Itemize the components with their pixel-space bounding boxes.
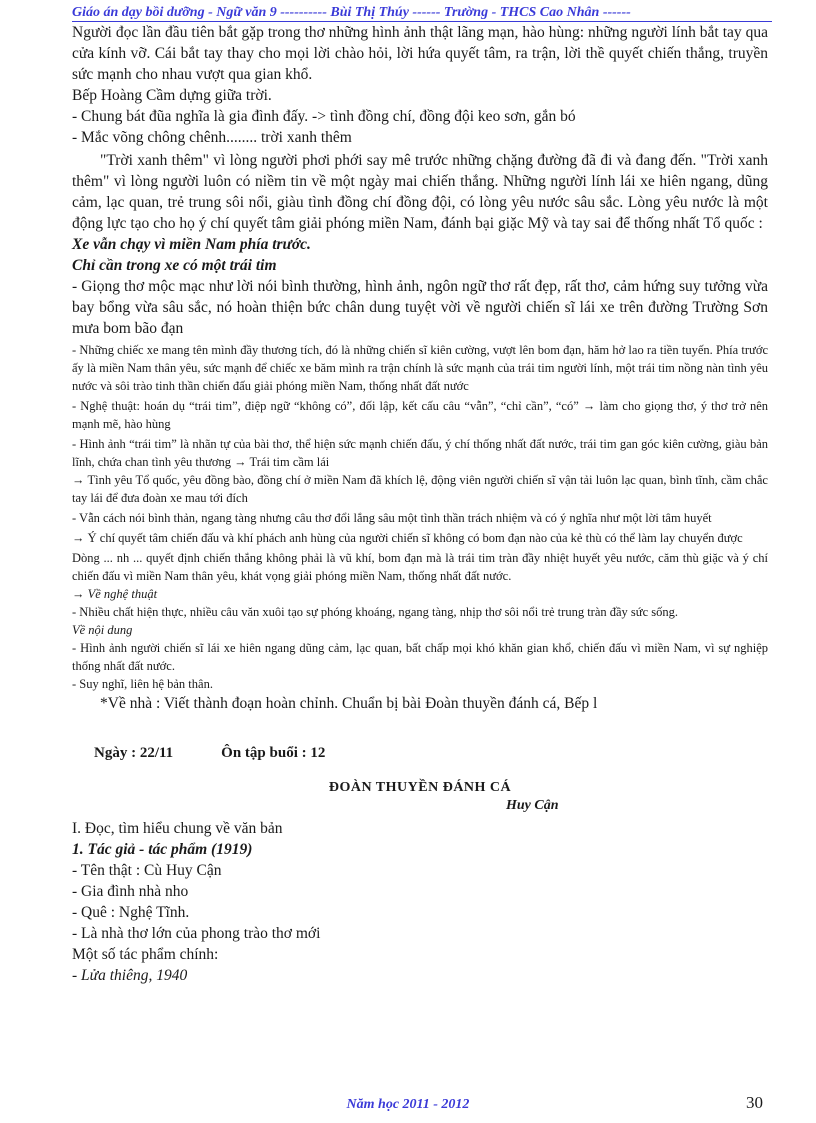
paragraph: - Hình ảnh “trái tim” là nhãn tự của bài thơ, thể hiện sức mạnh chiến đấu, ý chí thống nhất đất nước, trái tim gan góc kiên cường, giàu bản lĩnh, chứa chan tình yêu thương → Trái tim cầm lái: [72, 437, 768, 469]
paragraph: - Hình ảnh người chiến sĩ lái xe hiên ngang dũng cảm, lạc quan, bất chấp mọi khó khăn gian khổ, chiến đấu vì miền Nam, vì sự nghiệp thống nhất đất nước.: [72, 641, 768, 673]
list-item: - Tên thật : Cù Huy Cận: [72, 862, 222, 879]
paragraph: → Ý chí quyết tâm chiến đấu và khí phách anh hùng của người chiến sĩ không có bom đạn nào của kẻ thù có thể làm lay chuyển được: [72, 531, 743, 545]
paragraph: - Nhiều chất hiện thực, nhiều câu văn xuôi tạo sự phóng khoáng, ngang tàng, nhịp thơ sôi nổi trẻ trung tràn đầy sức sống.: [72, 605, 678, 619]
poem-author: Huy Cận: [506, 798, 559, 813]
paragraph: - Vẫn cách nói bình thản, ngang tàng nhưng câu thơ đổi lắng sâu một tình thần trách nhiệm và có ý nghĩa như một lời tâm huyết: [72, 511, 712, 525]
footer-school-year: Năm học 2011 - 2012: [346, 1097, 470, 1112]
poem-line: Xe vẫn chạy vì miền Nam phía trước.: [72, 236, 311, 253]
paragraph: "Trời xanh thêm" vì lòng người phơi phới say mê trước những chặng đường đã đi và đang đến. "Trời xanh thêm" vì lòng người luôn có niềm tin về một ngày mai chiến thắng. Những người lính lái xe hiên ngang, dũng cảm, lạc quan, trẻ trung sôi nổi, giàu tình đồng chí đồng đội, có lòng yêu nước sâu sắc. Lòng yêu nước là một động lực tạo cho họ ý chí quyết tâm giải phóng miền Nam, đánh bại giặc Mỹ và tay sai để thống nhất Tổ quốc :: [72, 152, 768, 232]
session-row: [72, 742, 768, 764]
homework-note: *Về nhà : Viết thành đoạn hoàn chỉnh. Chuẩn bị bài Đoàn thuyền đánh cá, Bếp l: [100, 695, 598, 712]
paragraph: - Những chiếc xe mang tên mình đầy thương tích, đó là những chiến sĩ kiên cường, vượt lên bom đạn, hăm hở lao ra tiền tuyến. Phía trước ấy là miền Nam thân yêu, sức mạnh để chiếc xe băm mình ra trận chính là sức mạnh của trái tim người lính, một trái tim nồng nàn tình yêu nước và sôi trào tinh thần chiến đấu giải phóng miền Nam, thống nhất đất nước: [72, 343, 768, 393]
section-label-art: → Về nghệ thuật: [72, 587, 158, 601]
list-item: - Lửa thiêng, 1940: [72, 967, 188, 984]
poem-line: Chỉ cần trong xe có một trái tim: [72, 257, 277, 274]
paragraph: Bếp Hoàng Cầm dựng giữa trời.: [72, 87, 272, 104]
paragraph: → Tình yêu Tổ quốc, yêu đồng bào, đồng chí ở miền Nam đã khích lệ, động viên người chiến sĩ vận tải luôn lạc quan, bình tĩnh, cầm chắc tay lái để đưa đoàn xe mau tới đích: [72, 473, 768, 505]
session-lesson: Ôn tập buổi : 12: [221, 745, 326, 761]
paragraph: - Giọng thơ mộc mạc như lời nói bình thường, hình ảnh, ngôn ngữ thơ rất đẹp, rất thơ, cảm hứng suy tưởng vừa bay bổng vừa sâu sắc, nó hoàn thiện bức chân dung tuyệt vời về người chiến sĩ lái xe trên đường Trường Sơn mưa bom bão đạn: [72, 278, 768, 337]
poem-title: ĐOÀN THUYỀN ĐÁNH CÁ: [328, 780, 512, 795]
page-number: 30: [746, 1093, 763, 1112]
session-date: Ngày : 22/11: [94, 745, 174, 761]
section-subheading: 1. Tác giả - tác phẩm (1919): [72, 841, 253, 858]
paragraph: Người đọc lần đầu tiên bắt gặp trong thơ những hình ảnh thật lãng mạn, hào hùng: những người lính bắt tay qua cửa kính vỡ. Cái bắt tay thay cho mọi lời chào hỏi, lời hứa quyết tâm, ra trận, lời thề quyết chiến thắng, truyền sức mạnh cho nhau vượt qua gian khổ.: [72, 24, 768, 83]
list-item: - Là nhà thơ lớn của phong trào thơ mới: [72, 925, 321, 942]
section-label-content: Về nội dung: [72, 623, 133, 637]
list-item: Một số tác phẩm chính:: [72, 946, 219, 963]
paragraph: - Mắc võng chông chênh........ trời xanh thêm: [72, 129, 352, 146]
paragraph: - Nghệ thuật: hoán dụ “trái tim”, điệp ngữ “không có”, đối lập, kết cấu câu “vẫn”, “chỉ cần”, “có” → làm cho giọng thơ, ý thơ trở nên mạnh mẽ, hào hùng: [72, 399, 768, 431]
document-body: [72, 22, 768, 986]
paragraph: - Suy nghĩ, liên hệ bản thân.: [72, 677, 213, 691]
list-item: - Quê : Nghệ Tĩnh.: [72, 904, 190, 921]
page-header: Giáo án dạy bồi dưỡng - Ngữ văn 9 ---------- Bùi Thị Thúy ------ Trường - THCS Cao Nhân ------: [72, 4, 772, 22]
paragraph: - Chung bát đũa nghĩa là gia đình đấy. -> tình đồng chí, đồng đội keo sơn, gắn bó: [72, 108, 576, 125]
section-heading: I. Đọc, tìm hiểu chung về văn bản: [72, 820, 283, 837]
paragraph: Dòng ... nh ... quyết định chiến thắng không phải là vũ khí, bom đạn mà là trái tim tràn đầy nhiệt huyết yêu nước, căm thù giặc và ý chí chiến đấu vì miền Nam thân yêu, khát vọng giải phóng miền Nam, thống nhất đất nước.: [72, 551, 768, 583]
list-item: - Gia đình nhà nho: [72, 883, 189, 900]
